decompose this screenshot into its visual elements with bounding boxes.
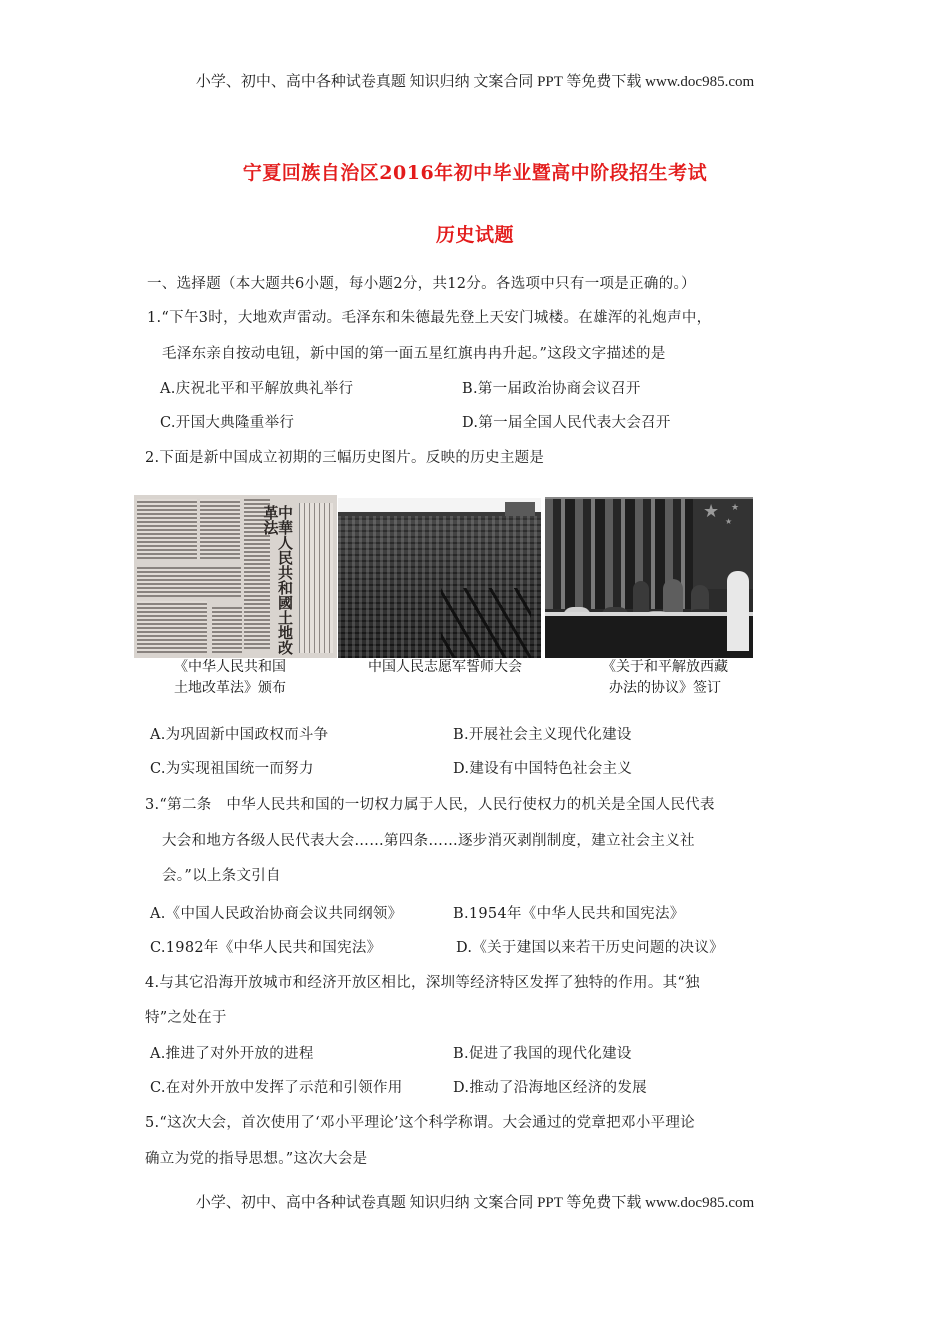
question-text: 毛泽东亲自按动电钮，新中国的第一面五星红旗冉冉升起。”这段文字描述的是 xyxy=(162,346,666,362)
option-d: D.第一届全国人民代表大会召开 xyxy=(462,415,671,431)
option-a: A.《中国人民政治协商会议共同纲领》 xyxy=(150,906,403,922)
question-text: 大会和地方各级人民代表大会……第四条……逐步消灭剥削制度，建立社会主义社 xyxy=(162,833,695,849)
tibet-agreement-signing-image xyxy=(545,497,753,658)
caption-line: 中国人民志愿军誓师大会 xyxy=(368,659,522,675)
land-reform-law-newspaper-image xyxy=(134,495,337,658)
question-text: 5.“这次大会，首次使用了‘邓小平理论’这个科学称谓。大会通过的党章把邓小平理论 xyxy=(145,1115,695,1131)
option-d: D.《关于建国以来若干历史问题的决议》 xyxy=(456,940,724,956)
exam-subtitle: 历史试题 xyxy=(435,224,514,246)
figure-caption-3 xyxy=(575,657,755,699)
question-text: 确立为党的指导思想。”这次大会是 xyxy=(145,1151,368,1167)
option-a: A.为巩固新中国政权而斗争 xyxy=(150,727,329,743)
question-text: 3.“第二条 中华人民共和国的一切权力属于人民，人民行使权力的机关是全国人民代表 xyxy=(145,797,715,813)
volunteer-army-rally-image xyxy=(338,498,541,658)
header-banner: 小学、初中、高中各种试卷真题 知识归纳 文案合同 PPT 等免费下载 www.doc985.com xyxy=(195,74,755,90)
caption-line: 办法的协议》签订 xyxy=(609,680,721,696)
option-b: B.促进了我国的现代化建设 xyxy=(453,1046,632,1062)
question-text: 特”之处在于 xyxy=(145,1010,227,1026)
caption-line: 土地改革法》颁布 xyxy=(174,680,286,696)
star-icon: ★ xyxy=(731,503,740,513)
option-c: C.1982年《中华人民共和国宪法》 xyxy=(150,940,382,956)
section-heading: 一、选择题（本大题共6小题，每小题2分，共12分。各选项中只有一项是正确的。） xyxy=(147,276,696,292)
option-d: D.建设有中国特色社会主义 xyxy=(453,761,633,777)
option-b: B.1954年《中华人民共和国宪法》 xyxy=(453,906,685,922)
option-a: A.推进了对外开放的进程 xyxy=(150,1046,314,1062)
exam-title: 宁夏回族自治区2016年初中毕业暨高中阶段招生考试 xyxy=(242,162,708,184)
footer-banner: 小学、初中、高中各种试卷真题 知识归纳 文案合同 PPT 等免费下载 www.doc985.com xyxy=(195,1195,755,1211)
question-text: 1.“下午3时，大地欢声雷动。毛泽东和朱德最先登上天安门城楼。在雄浑的礼炮声中， xyxy=(147,310,712,326)
caption-line: 《中华人民共和国 xyxy=(174,659,286,675)
question-text: 4.与其它沿海开放城市和经济开放区相比，深圳等经济特区发挥了独特的作用。其“独 xyxy=(145,975,700,991)
figure-caption-1 xyxy=(140,657,320,699)
star-icon: ★ xyxy=(703,501,720,522)
option-b: B.第一届政治协商会议召开 xyxy=(462,381,641,397)
option-c: C.在对外开放中发挥了示范和引领作用 xyxy=(150,1080,403,1096)
option-c: C.为实现祖国统一而努力 xyxy=(150,761,314,777)
option-b: B.开展社会主义现代化建设 xyxy=(453,727,632,743)
newspaper-headline: 中華人民共和國土地改革法 xyxy=(261,505,294,655)
option-a: A.庆祝北平和平解放典礼举行 xyxy=(160,381,354,397)
star-icon: ★ xyxy=(725,517,733,526)
option-d: D.推动了沿海地区经济的发展 xyxy=(453,1080,647,1096)
question-text: 会。”以上条文引自 xyxy=(162,868,281,884)
caption-line: 《关于和平解放西藏 xyxy=(602,659,728,675)
figure-caption-2 xyxy=(345,657,545,678)
question-text: 2.下面是新中国成立初期的三幅历史图片。反映的历史主题是 xyxy=(145,450,545,466)
option-c: C.开国大典隆重举行 xyxy=(160,415,295,431)
